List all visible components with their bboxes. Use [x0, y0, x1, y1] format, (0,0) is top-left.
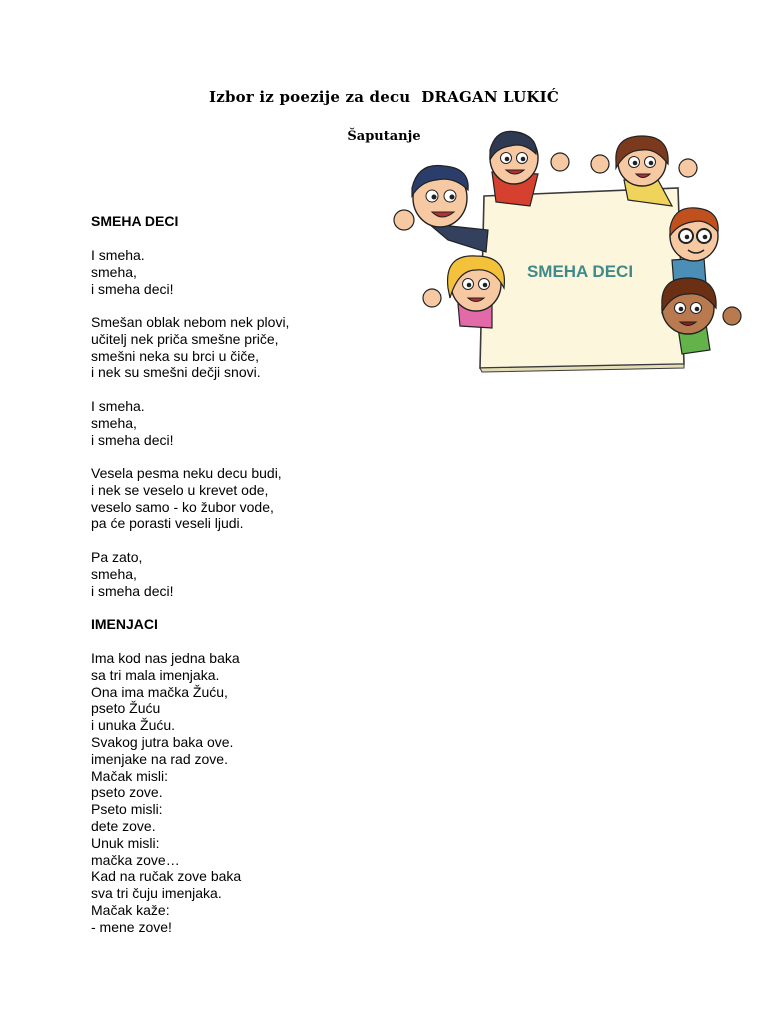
poem-line: - mene zove!: [91, 918, 172, 935]
poem-line: Pseto misli:: [91, 801, 163, 818]
poem-stanza: [91, 549, 173, 599]
poem-line: I smeha.: [91, 247, 145, 263]
poem-line: veselo samo - ko žubor vode,: [91, 498, 274, 515]
poem-line: Ima kod nas jedna baka: [91, 650, 240, 666]
document-title: Izbor iz poezije za decu DRAGAN LUKIĆ: [209, 88, 559, 106]
poem-line: sa tri mala imenjaka.: [91, 666, 220, 683]
poem-line: smeha,: [91, 565, 137, 582]
sign-text: SMEHA DECI: [526, 262, 634, 281]
poem-stanza: [91, 398, 173, 448]
poem-line: Ona ima mačka Žuću,: [91, 683, 228, 700]
poem-title-imenjaci: IMENJACI: [91, 616, 158, 632]
poem-line: smeha,: [91, 414, 137, 431]
poem-line: Vesela pesma neku decu budi,: [91, 465, 282, 481]
poem-line: Mačak misli:: [91, 767, 169, 784]
poem-line: dete zove.: [91, 817, 156, 834]
boy-dark-hair-character: [394, 165, 488, 252]
poem-line: Svakog jutra baka ove.: [91, 733, 234, 750]
poem-line: Mačak kaže:: [91, 901, 170, 918]
poem-title-smeha-deci: SMEHA DECI: [91, 213, 179, 229]
poem-line: i nek se veselo u krevet ode,: [91, 481, 269, 498]
poem-stanza: [91, 314, 289, 381]
poem-line: imenjake na rad zove.: [91, 750, 228, 767]
poem-line: sva tri čuju imenjaka.: [91, 885, 222, 902]
poem-stanza: [91, 247, 173, 297]
poem-line: Unuk misli:: [91, 834, 160, 851]
poem-line: Kad na ručak zove baka: [91, 868, 242, 885]
girl-blonde-character: [423, 256, 504, 328]
poem-line: i unuka Žuću.: [91, 717, 176, 734]
poem-line: i nek su smešni dečji snovi.: [91, 364, 261, 381]
poem-line: mačka zove…: [91, 851, 180, 868]
poem-line: pa će porasti veseli ljudi.: [91, 515, 244, 532]
poem-line: Pa zato,: [91, 549, 143, 565]
poem-line: smešni neka su brci u čiče,: [91, 347, 260, 364]
poem-line: Smešan oblak nebom nek plovi,: [91, 314, 290, 330]
poem-line: i smeha deci!: [91, 431, 174, 448]
poem-line: pseto Žuću: [91, 700, 161, 717]
poem-line: učitelj nek priča smešne priče,: [91, 330, 279, 347]
poem-stanza: [91, 465, 282, 532]
boy-glasses-character: [670, 208, 718, 286]
poem-stanza: [91, 650, 241, 936]
poem-line: pseto zove.: [91, 784, 163, 801]
poem-line: smeha,: [91, 263, 137, 280]
document-subtitle: Šaputanje: [347, 129, 421, 144]
children-with-sign-illustration: [388, 128, 748, 376]
poem-line: i smeha deci!: [91, 280, 174, 297]
poem-line: i smeha deci!: [91, 582, 174, 599]
poem-line: I smeha.: [91, 398, 145, 414]
